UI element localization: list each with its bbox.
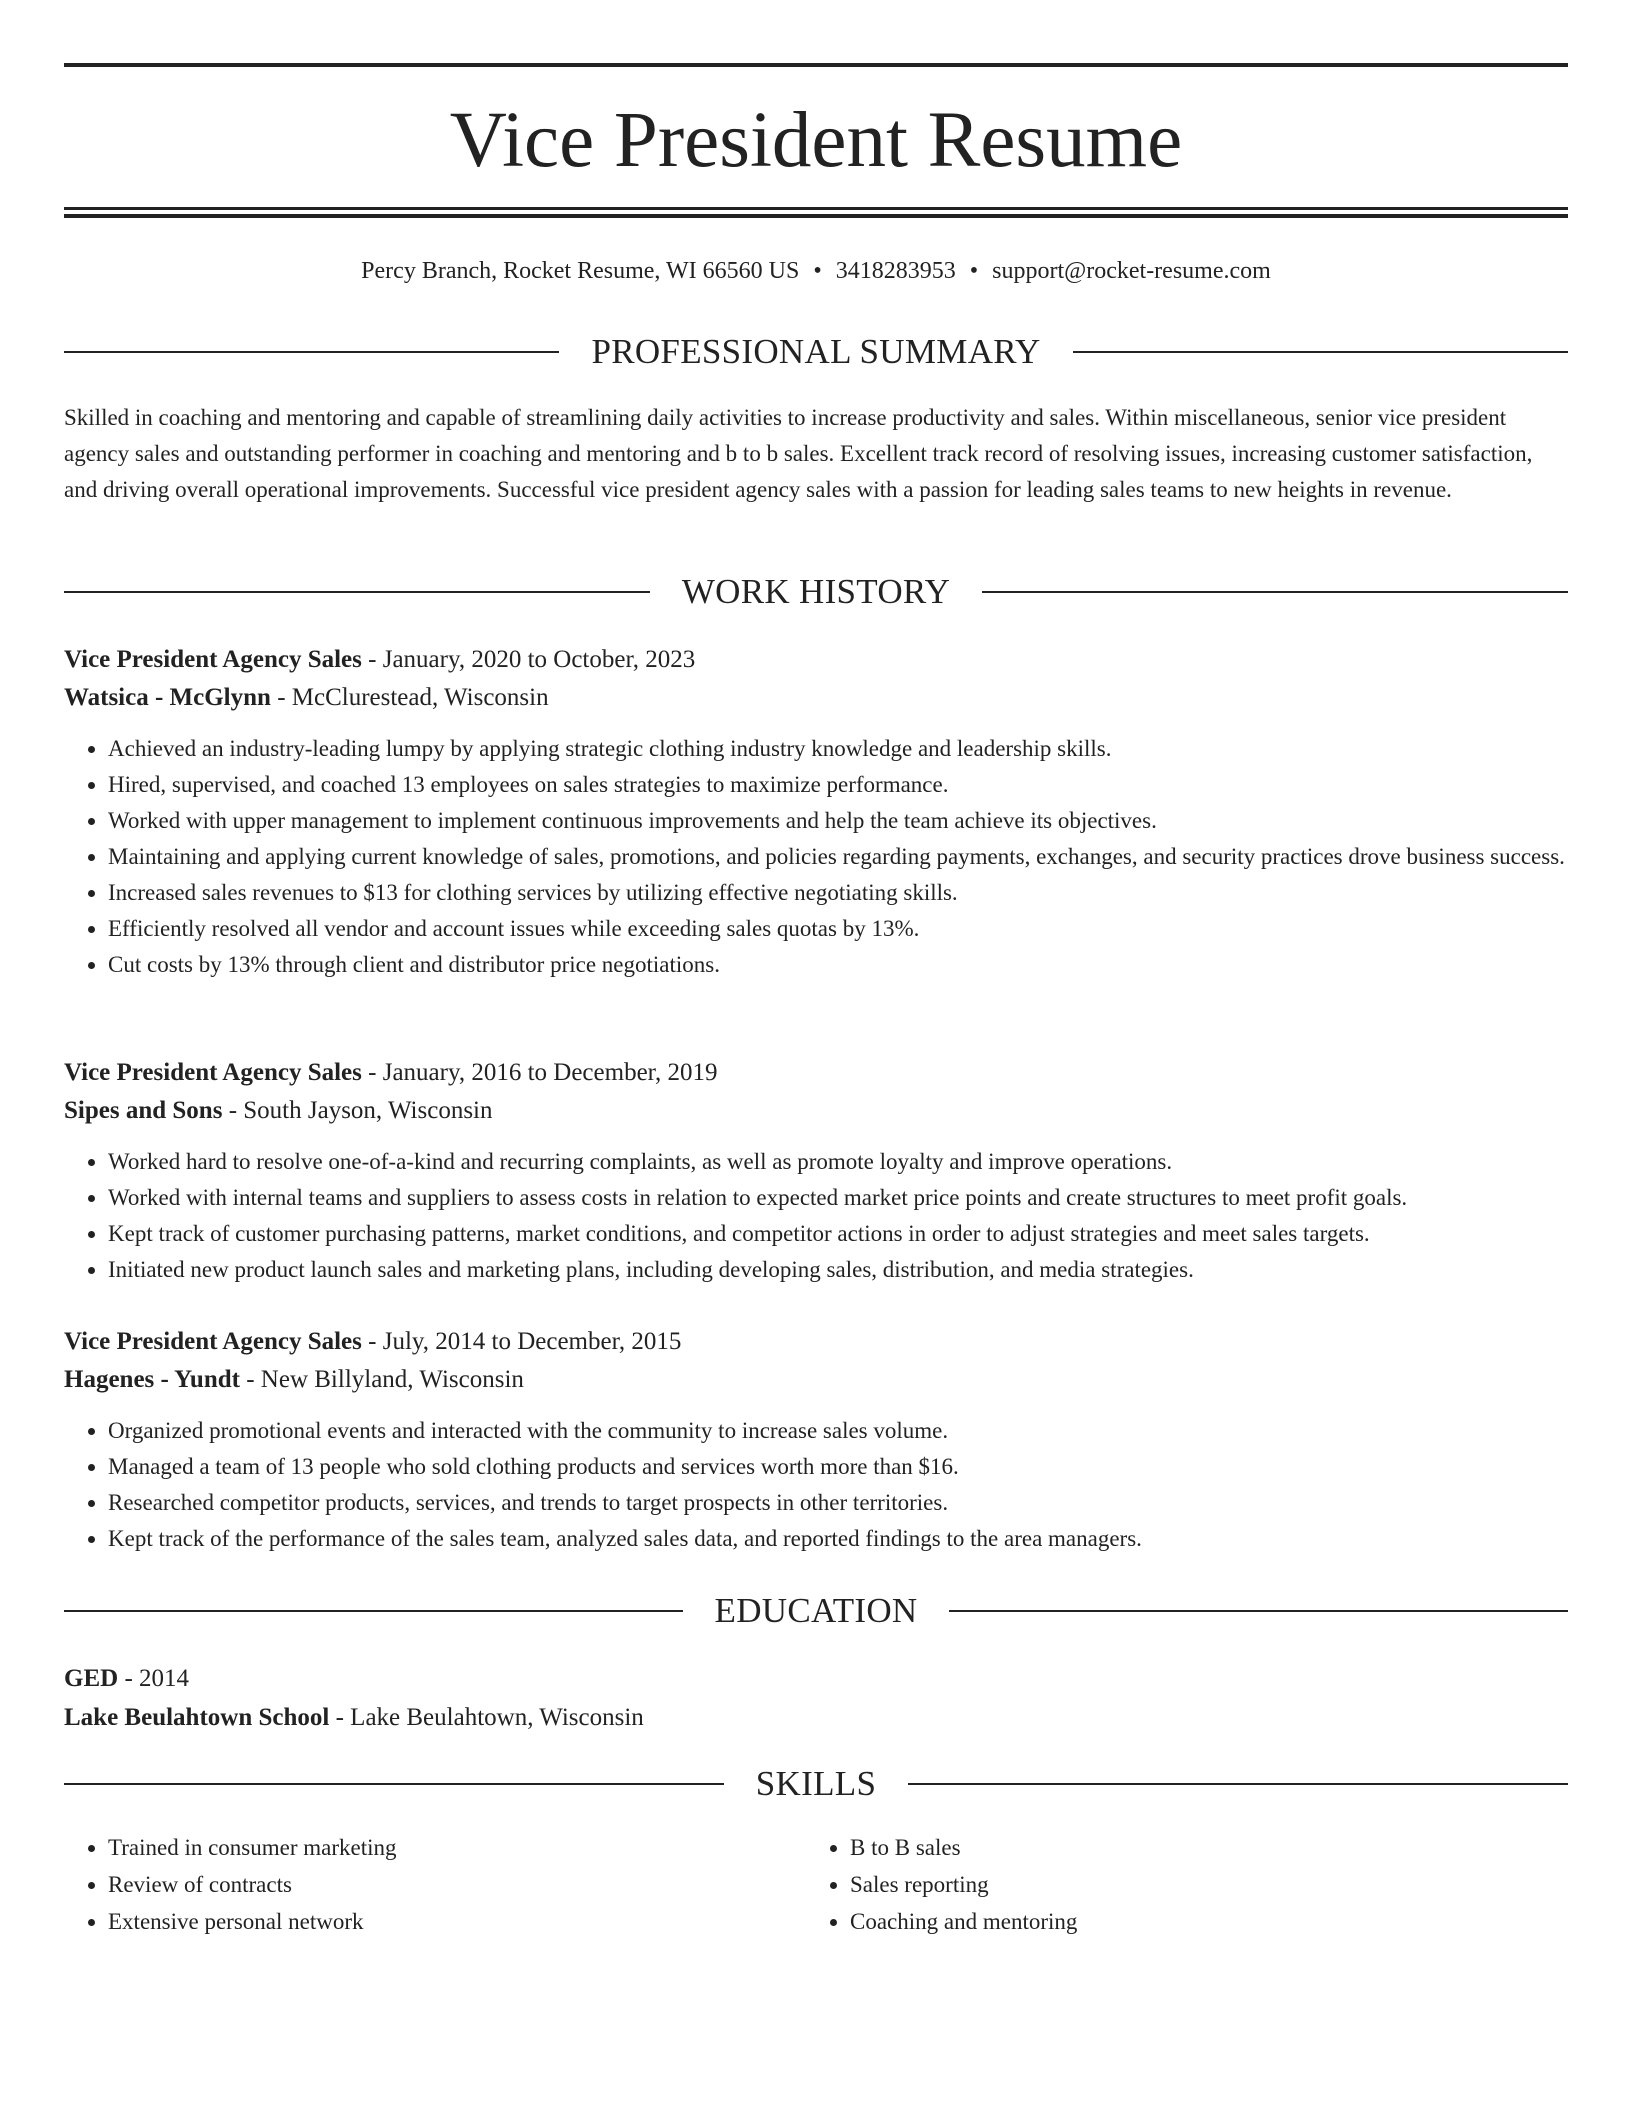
skills-column — [64, 1829, 806, 1940]
job-heading — [64, 1323, 1568, 1361]
list-item: • Worked with upper management to implement continuous improvements and help the team achieve its objectives. — [108, 803, 1568, 839]
job-heading — [64, 641, 1568, 679]
list-item: • B to B sales — [850, 1829, 1566, 1866]
education-school-line — [64, 1698, 1568, 1737]
education-year: - 2014 — [118, 1665, 190, 1692]
job-location: - New Billyland, Wisconsin — [239, 1366, 524, 1393]
title-double-rule — [64, 207, 1568, 218]
section-heading-education — [64, 1589, 1568, 1633]
section-heading-skills — [64, 1762, 1568, 1806]
job-entry — [64, 1054, 1568, 1288]
contact-phone: 3418283953 — [835, 258, 956, 284]
education-entry — [64, 1659, 1568, 1737]
heading-rule — [64, 591, 650, 593]
job-dates: - January, 2016 to December, 2019 — [361, 1059, 718, 1086]
education-school: Lake Beulahtown School — [64, 1704, 330, 1731]
section-heading-work-history — [64, 570, 1568, 614]
contact-separator: • — [969, 258, 979, 284]
section-title: EDUCATION — [714, 1591, 918, 1630]
job-title: Vice President Agency Sales — [64, 1328, 362, 1355]
heading-rule — [982, 591, 1568, 593]
job-bullets — [64, 1413, 1568, 1557]
section-title: SKILLS — [755, 1764, 877, 1803]
list-item: • Organized promotional events and interacted with the community to increase sales volume. — [108, 1413, 1568, 1449]
page-title: Vice President Resume — [449, 97, 1183, 184]
contact-email: support@rocket-resume.com — [992, 258, 1271, 284]
job-entry — [64, 641, 1568, 983]
contact-separator: • — [813, 258, 822, 284]
job-employer — [64, 1092, 1568, 1130]
list-item: • Initiated new product launch sales and marketing plans, including developing sales, distribution, and media strategies. — [108, 1252, 1568, 1288]
list-item: • Managed a team of 13 people who sold clothing products and services worth more than $16. — [108, 1449, 1568, 1485]
heading-rule — [64, 1783, 724, 1785]
list-item: • Kept track of the performance of the sales team, analyzed sales data, and reported findings to the area managers. — [108, 1521, 1568, 1557]
section-title: WORK HISTORY — [681, 572, 951, 611]
list-item: • Cut costs by 13% through client and distributor price negotiations. — [108, 947, 1568, 983]
contact-address: Percy Branch, Rocket Resume, WI 66560 US — [361, 258, 800, 284]
job-bullets — [64, 1144, 1568, 1288]
job-heading — [64, 1054, 1568, 1092]
job-entry — [64, 1323, 1568, 1557]
job-dates: - July, 2014 to December, 2015 — [361, 1328, 682, 1355]
skills-list — [64, 1829, 1568, 1940]
list-item: • Maintaining and applying current knowledge of sales, promotions, and policies regarding payments, exchanges, and security practices drove business success. — [108, 839, 1568, 875]
list-item: • Achieved an industry-leading lumpy by applying strategic clothing industry knowledge and leadership skills. — [108, 731, 1568, 767]
job-company: Watsica - McGlynn — [64, 684, 271, 711]
job-location: - South Jayson, Wisconsin — [222, 1097, 493, 1124]
section-heading-summary — [64, 330, 1568, 374]
heading-rule — [908, 1783, 1568, 1785]
top-rule — [64, 63, 1568, 67]
list-item: • Researched competitor products, services, and trends to target prospects in other territories. — [108, 1485, 1568, 1521]
list-item: • Trained in consumer marketing — [108, 1829, 806, 1866]
job-employer — [64, 1361, 1568, 1399]
list-item: • Extensive personal network — [108, 1903, 806, 1940]
heading-rule — [64, 351, 559, 353]
heading-rule — [949, 1610, 1568, 1612]
education-degree: GED — [64, 1665, 119, 1692]
summary-paragraph: Skilled in coaching and mentoring and capable of streamlining daily activities to increase productivity and sales. Within miscellaneous, senior vice president agency sales and outstanding performer in coaching and mentoring and b to b sales. Excellent track record of resolving issues, increasing customer satisfaction, and driving overall operational improvements. Successful vice president agency sales with a passion for leading sales teams to new heights in revenue. — [64, 405, 1533, 502]
list-item: • Hired, supervised, and coached 13 employees on sales strategies to maximize performance. — [108, 767, 1568, 803]
list-item: • Efficiently resolved all vendor and account issues while exceeding sales quotas by 13%. — [108, 911, 1568, 947]
education-location: - Lake Beulahtown, Wisconsin — [329, 1704, 644, 1731]
contact-line — [64, 254, 1568, 288]
list-item: • Worked hard to resolve one-of-a-kind and recurring complaints, as well as promote loyalty and improve operations. — [108, 1144, 1568, 1180]
list-item: • Sales reporting — [850, 1866, 1566, 1903]
list-item: • Review of contracts — [108, 1866, 806, 1903]
skills-column — [806, 1829, 1566, 1940]
job-dates: - January, 2020 to October, 2023 — [361, 646, 696, 673]
job-employer — [64, 679, 1568, 717]
job-location: - McClurestead, Wisconsin — [270, 684, 549, 711]
job-company: Hagenes - Yundt — [64, 1366, 240, 1393]
job-bullets — [64, 731, 1568, 983]
heading-rule — [1073, 351, 1568, 353]
education-degree-line — [64, 1659, 1568, 1698]
section-title: PROFESSIONAL SUMMARY — [591, 332, 1041, 371]
list-item: • Increased sales revenues to $13 for clothing services by utilizing effective negotiating skills. — [108, 875, 1568, 911]
list-item: • Worked with internal teams and suppliers to assess costs in relation to expected market price points and create structures to meet profit goals. — [108, 1180, 1568, 1216]
list-item: • Coaching and mentoring — [850, 1903, 1566, 1940]
list-item: • Kept track of customer purchasing patterns, market conditions, and competitor actions in order to adjust strategies and meet sales targets. — [108, 1216, 1568, 1252]
job-company: Sipes and Sons — [64, 1097, 223, 1124]
heading-rule — [64, 1610, 683, 1612]
job-title: Vice President Agency Sales — [64, 646, 362, 673]
job-title: Vice President Agency Sales — [64, 1059, 362, 1086]
